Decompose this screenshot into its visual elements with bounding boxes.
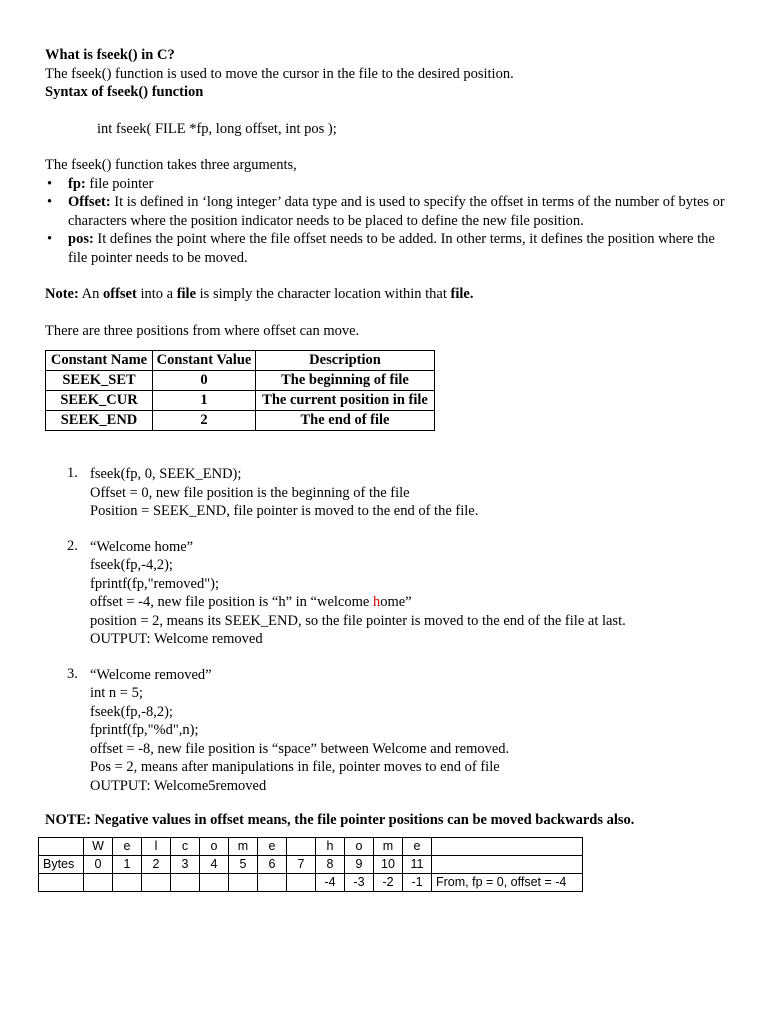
example-line: “Welcome home”: [90, 538, 194, 555]
table-cell: m: [374, 838, 403, 856]
table-cell: [142, 874, 171, 892]
table-cell: From, fp = 0, offset = -4: [432, 874, 583, 892]
table-header-row: [46, 351, 435, 371]
table-cell: [229, 874, 258, 892]
example-line: OUTPUT: Welcome removed: [90, 631, 263, 647]
example-item: [45, 538, 735, 649]
table-cell: c: [171, 838, 200, 856]
example-line: fseek(fp,-8,2);: [90, 703, 173, 720]
table-cell: SEEK_END: [46, 411, 153, 431]
page-heading: What is fseek() in C?: [45, 47, 175, 63]
example-offset-line: [90, 593, 735, 612]
bytes-table: [38, 837, 583, 892]
table-cell: [432, 838, 583, 856]
example-line: fseek(fp,-4,2);: [90, 557, 173, 573]
table-row: [39, 856, 583, 874]
table-cell: The current position in file: [256, 391, 435, 411]
table-cell: 9: [345, 856, 374, 874]
table-cell: 2: [153, 411, 256, 431]
table-cell: e: [258, 838, 287, 856]
note-label: Note:: [45, 286, 79, 302]
example-line: Pos = 2, means after manipulations in file, pointer moves to end of file: [90, 759, 500, 775]
table-cell: SEEK_CUR: [46, 391, 153, 411]
table-cell: 3: [171, 856, 200, 874]
table-cell: 0: [84, 856, 113, 874]
table-cell: [287, 874, 316, 892]
arg-text: It defines the point where the file offset needs to be added. In other terms, it defines the position where the file pointer needs to be moved.: [68, 231, 715, 266]
table-cell: [258, 874, 287, 892]
table-cell: [39, 838, 84, 856]
arg-term: Offset:: [68, 194, 111, 210]
example-line: fseek(fp, 0, SEEK_END);: [90, 466, 242, 482]
table-cell: [287, 838, 316, 856]
table-header: Description: [256, 351, 435, 371]
table-cell: -3: [345, 874, 374, 892]
document-body: [45, 46, 735, 830]
example-line: position = 2, means its SEEK_END, so the file pointer is moved to the end of the file at last.: [90, 612, 626, 629]
table-cell: 1: [153, 391, 256, 411]
syntax-heading: Syntax of fseek() function: [45, 84, 204, 100]
table-cell: -1: [403, 874, 432, 892]
table-cell: [200, 874, 229, 892]
args-intro: The fseek() function takes three arguments,: [45, 157, 297, 173]
negative-offset-note: NOTE: Negative values in offset means, the file pointer positions can be moved backwards also.: [45, 812, 635, 828]
table-cell: h: [316, 838, 345, 856]
table-cell: [432, 856, 583, 874]
note-text: is simply the character location within that: [196, 286, 451, 302]
table-header: Constant Value: [153, 351, 256, 371]
table-cell: 0: [153, 371, 256, 391]
table-cell: 11: [403, 856, 432, 874]
table-cell: 4: [200, 856, 229, 874]
note-bold: file: [176, 286, 197, 302]
example-line: fprintf(fp,"%d",n);: [90, 722, 199, 738]
table-cell: l: [142, 838, 171, 856]
example-line: Offset = 0, new file position is the beginning of the file: [90, 484, 410, 501]
table-cell: o: [200, 838, 229, 856]
table-cell: m: [229, 838, 258, 856]
table-cell: W: [84, 838, 113, 856]
arg-term: fp:: [68, 175, 86, 192]
example-number: 2.: [67, 537, 78, 554]
table-cell: 2: [142, 856, 171, 874]
arg-item: [45, 193, 735, 230]
table-cell: [84, 874, 113, 892]
table-row: [46, 391, 435, 411]
example-line: fprintf(fp,"removed");: [90, 575, 219, 592]
table-row: [39, 838, 583, 856]
example-text: ome”: [380, 594, 412, 610]
arg-item: [45, 230, 735, 267]
table-cell: [171, 874, 200, 892]
table-cell: 5: [229, 856, 258, 874]
table-cell: 8: [316, 856, 345, 874]
arg-text: It is defined in ‘long integer’ data type and is used to specify the offset in terms of the number of bytes or characters where the position indicator needs to be placed to define the new file position.: [68, 194, 725, 229]
table-cell: The end of file: [256, 411, 435, 431]
table-cell: 6: [258, 856, 287, 874]
example-number: 3.: [67, 665, 78, 682]
table-cell: [113, 874, 142, 892]
offset-note: [45, 285, 735, 304]
example-text: offset = -4, new file position is “h” in “welcome: [90, 594, 373, 610]
table-cell: -2: [374, 874, 403, 892]
arg-term: pos:: [68, 231, 94, 247]
example-number: 1.: [67, 465, 78, 481]
note-bold: offset: [103, 286, 137, 302]
table-cell: [39, 874, 84, 892]
table-cell: 1: [113, 856, 142, 874]
arg-text: file pointer: [85, 175, 154, 192]
example-line: offset = -8, new file position is “space” between Welcome and removed.: [90, 740, 510, 757]
table-row: [46, 371, 435, 391]
table-cell: 7: [287, 856, 316, 874]
example-line: “Welcome removed”: [90, 666, 212, 683]
example-line: OUTPUT: Welcome5removed: [90, 777, 267, 794]
example-line: int n = 5;: [90, 685, 143, 701]
note-text: into a: [136, 286, 177, 302]
constants-table: [45, 350, 435, 431]
example-item: [45, 666, 735, 796]
table-cell: The beginning of file: [256, 371, 435, 391]
table-cell: Bytes: [39, 856, 84, 874]
table-cell: o: [345, 838, 374, 856]
arguments-list: [45, 175, 735, 268]
example-item: [45, 465, 735, 521]
intro-text: The fseek() function is used to move the cursor in the file to the desired position.: [45, 65, 514, 82]
table-row: [46, 411, 435, 431]
note-bold: file.: [450, 286, 474, 302]
table-cell: 10: [374, 856, 403, 874]
table-cell: e: [113, 838, 142, 856]
example-line: Position = SEEK_END, file pointer is moved to the end of the file.: [90, 503, 479, 519]
table-cell: -4: [316, 874, 345, 892]
note-text: An: [78, 286, 103, 302]
syntax-code: int fseek( FILE *fp, long offset, int pos );: [97, 120, 337, 137]
table-cell: e: [403, 838, 432, 856]
table-header: Constant Name: [46, 351, 153, 371]
table-row: [39, 874, 583, 892]
positions-intro: There are three positions from where offset can move.: [45, 322, 360, 339]
arg-item: [45, 175, 735, 194]
highlighted-letter: h: [372, 594, 381, 610]
table-cell: SEEK_SET: [46, 371, 153, 391]
examples-list: [45, 465, 735, 795]
